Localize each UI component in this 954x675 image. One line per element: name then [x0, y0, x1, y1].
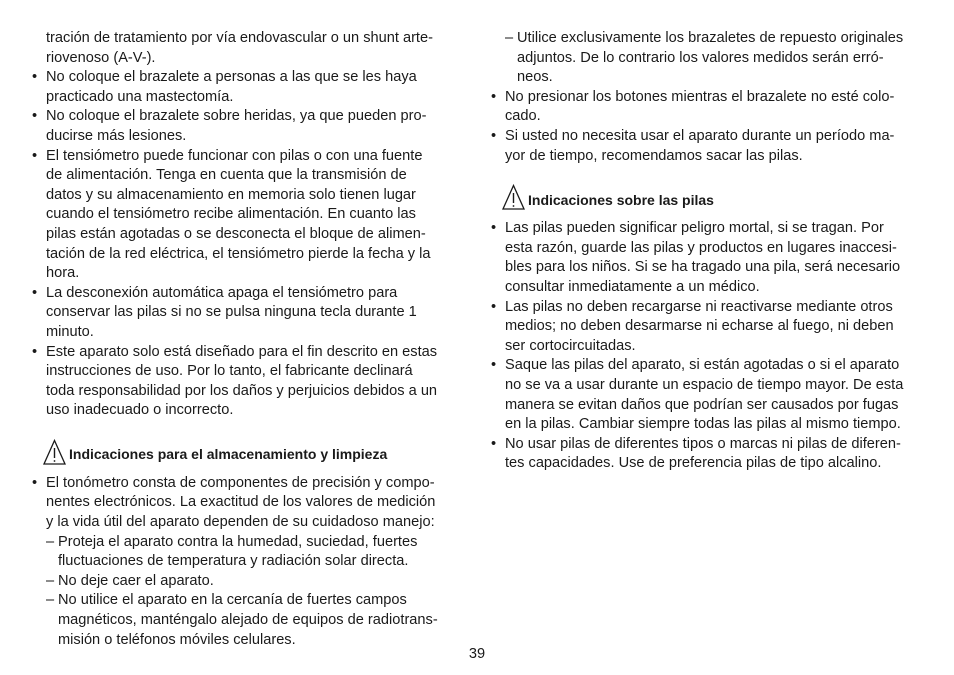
bullet-item — [490, 435, 930, 474]
text-line: magnéticos, manténgalo alejado de equipos de radiotrans- — [58, 612, 438, 629]
text-line: pilas están agotadas o se desconecta el bloque de alimen- — [46, 225, 426, 242]
text-line: datos y su almacenamiento en memoria solo tienen lugar — [46, 186, 416, 203]
text-line: cado. — [505, 108, 541, 125]
dash-item — [31, 591, 467, 650]
text-line: • Las pilas no deben recargarse ni reactivarse mediante otros — [490, 298, 930, 318]
text-line: bles para los niños. Si se ha tragado una pila, será necesario — [505, 259, 901, 276]
text-line: minuto. — [46, 323, 94, 340]
text-line: tes capacidades. Use de preferencia pilas de tipo alcalino. — [505, 455, 882, 472]
section-heading-batteries — [490, 180, 930, 210]
text-line: cuando el tensiómetro recibe alimentación. En cuanto las — [46, 206, 416, 223]
text-line: • Las pilas pueden significar peligro mortal, si se tragan. Por — [490, 219, 930, 239]
text-line-cont: fluctuaciones de temperatura y radiación solar directa. — [58, 553, 409, 570]
bullet-item — [31, 284, 467, 343]
text-line: practicado una mastectomía. — [46, 88, 234, 105]
text-line: neos. — [517, 69, 553, 86]
text-line: – Utilice exclusivamente los brazaletes de repuesto originales — [490, 29, 930, 49]
page-number: 39 — [468, 646, 486, 662]
text-line: ducirse más lesiones. — [46, 127, 187, 144]
text-line: manera se evitan daños que podrían ser causados por fugas — [505, 396, 899, 413]
text-line: tración de tratamiento por vía endovascular o un shunt arte- — [46, 30, 433, 46]
text-line: • El tensiómetro puede funcionar con pilas o con una fuente — [31, 147, 467, 167]
text-line: riovenoso (A-V-). — [46, 49, 156, 66]
text-line — [31, 552, 467, 572]
bullet-item — [490, 356, 930, 434]
warning-triangle-icon — [43, 439, 66, 465]
text-line: ser cortocircuitadas. — [505, 337, 636, 354]
text-line: conservar las pilas si no se pulsa ninguna tecla durante 1 — [46, 304, 417, 321]
text-line: • No coloque el brazalete a personas a las que se les haya — [31, 68, 467, 88]
bullet-item — [490, 127, 930, 166]
section-heading-storage — [31, 435, 467, 465]
text-line: medios; no deben desarmarse ni echarse al fuego, ni deben — [505, 318, 894, 335]
warning-triangle-icon — [502, 184, 525, 210]
text-line: hora. — [46, 265, 80, 282]
bullet-item — [31, 107, 467, 146]
text-line: uso inadecuado o incorrecto. — [46, 402, 234, 419]
text-line: – No utilice el aparato en la cercanía de fuertes campos — [31, 591, 467, 611]
text-line: en la pilas. Cambiar siempre todas las pilas al mismo tiempo. — [505, 416, 901, 433]
section-heading-text: Indicaciones para el almacenamiento y limpieza — [69, 446, 388, 463]
bullet-item — [31, 147, 467, 284]
text-line: consultar inmediatamente a un médico. — [505, 278, 760, 295]
text-line: esta razón, guarde las pilas y productos en lugares inaccesi- — [505, 239, 897, 256]
continuation-paragraph — [31, 29, 467, 68]
text-line: • El tonómetro consta de componentes de precisión y compo- — [31, 474, 467, 494]
text-line: instrucciones de uso. Por lo tanto, el fabricante declinará — [46, 363, 413, 380]
bullet-item — [31, 343, 467, 421]
dash-item — [31, 533, 467, 572]
text-line: toda responsabilidad por los daños y perjuicios debidos a un — [46, 382, 438, 399]
bullet-item — [490, 219, 930, 297]
text-line: tación de la red eléctrica, el tensiómetro pierde la fecha y la — [46, 245, 431, 262]
text-line: y la vida útil del aparato dependen de su cuidadoso manejo: — [46, 514, 435, 531]
bullet-item — [31, 474, 467, 533]
text-line: misión o teléfonos móviles celulares. — [58, 631, 296, 648]
section-heading-text: Indicaciones sobre las pilas — [528, 191, 714, 208]
text-line: yor de tiempo, recomendamos sacar las pilas. — [505, 147, 803, 164]
bullet-item — [490, 88, 930, 127]
text-line: • La desconexión automática apaga el tensiómetro para — [31, 284, 467, 304]
left-column — [31, 29, 467, 650]
text-line: • No usar pilas de diferentes tipos o marcas ni pilas de diferen- — [490, 435, 930, 455]
text-line: no se va a usar durante un espacio de tiempo mayor. De esta — [505, 376, 904, 393]
text-line: • No presionar los botones mientras el brazalete no esté colo- — [490, 88, 930, 108]
bullet-item — [490, 298, 930, 357]
text-line: • Este aparato solo está diseñado para el fin descrito en estas — [31, 343, 467, 363]
bullet-item — [31, 68, 467, 107]
text-line: de alimentación. Tenga en cuenta que la transmisión de — [46, 167, 407, 184]
dash-item — [490, 29, 930, 88]
text-line: • Si usted no necesita usar el aparato durante un período ma- — [490, 127, 930, 147]
text-line: • No coloque el brazalete sobre heridas, ya que pueden pro- — [31, 107, 467, 127]
text-line: – Proteja el aparato contra la humedad, suciedad, fuertes — [31, 533, 467, 553]
dash-item — [31, 572, 467, 592]
text-line: • Saque las pilas del aparato, si están agotadas o si el aparato — [490, 356, 930, 376]
text-line: nentes electrónicos. La exactitud de los valores de medición — [46, 494, 436, 511]
text-line: – No deje caer el aparato. — [31, 572, 467, 592]
text-line: adjuntos. De lo contrario los valores medidos serán erró- — [517, 49, 884, 66]
right-column — [490, 29, 930, 474]
